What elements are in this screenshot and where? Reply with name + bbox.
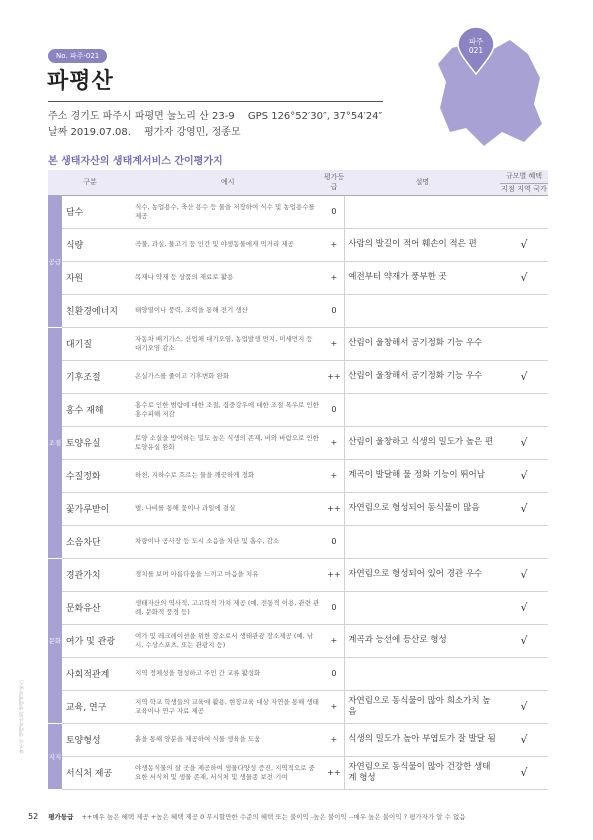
table-row — [48, 723, 548, 756]
table-row — [48, 591, 548, 624]
benefit-site-check — [500, 756, 516, 789]
table-row — [48, 327, 548, 360]
table-row — [48, 558, 548, 591]
table-row — [48, 690, 548, 723]
benefit-region-check: √ — [516, 690, 532, 723]
benefit-region-check — [516, 327, 532, 360]
item-name: 담수 — [62, 195, 132, 228]
item-name: 기후조절 — [62, 360, 132, 393]
benefit-nation-check — [532, 558, 548, 591]
item-name: 교육, 연구 — [62, 690, 132, 723]
col-grade: 평가등급 — [324, 170, 345, 195]
item-grade: 0 — [324, 195, 345, 228]
item-example: 태양열이나 풍력, 조력을 통해 전기 생산 — [132, 294, 323, 327]
item-description — [345, 525, 500, 558]
item-description: 식생의 밀도가 높아 부엽토가 잘 발달 됨 — [345, 723, 500, 756]
benefit-region-check: √ — [516, 228, 532, 261]
pin-label-line: 파주 — [468, 37, 484, 46]
benefit-region-check — [516, 393, 532, 426]
item-example: 온실가스를 줄이고 기후변화 완화 — [132, 360, 323, 393]
item-grade: ++ — [324, 558, 345, 591]
benefit-region-check — [516, 195, 532, 228]
title-divider — [48, 101, 383, 102]
item-name: 토양유실 — [62, 426, 132, 459]
item-description: 예전부터 약재가 풍부한 곳 — [345, 261, 500, 294]
col-description: 설명 — [345, 170, 500, 195]
col-benefit: 규모별 혜택 — [500, 170, 548, 183]
benefit-nation-check — [532, 657, 548, 690]
table-row — [48, 492, 548, 525]
table-row — [48, 624, 548, 657]
benefit-region-check: √ — [516, 756, 532, 789]
benefit-site-check — [500, 525, 516, 558]
category-label: 지지 — [48, 723, 62, 789]
benefit-region-check: √ — [516, 261, 532, 294]
item-name: 홍수 재해 — [62, 393, 132, 426]
item-example: 경치를 보며 아름다움을 느끼고 마음을 치유 — [132, 558, 323, 591]
footer — [28, 812, 466, 821]
item-name: 서식처 제공 — [62, 756, 132, 789]
item-description — [345, 195, 500, 228]
table-row — [48, 525, 548, 558]
page-number: 52 — [28, 812, 39, 821]
item-description — [345, 294, 500, 327]
item-grade: + — [324, 327, 345, 360]
item-example: 토양 소실을 방어하는 밀도 높은 식생의 존재, 비와 바람으로 인한 토양유실 완화 — [132, 426, 323, 459]
page-title: 파평산 — [47, 69, 114, 94]
col-benefit-site: 지점 — [501, 185, 515, 193]
item-example: 흙을 통해 양분을 제공하여 식물 생육을 도움 — [132, 723, 323, 756]
item-example: 자동차 배기가스, 산업체 대기오염, 농업발생 먼지, 미세먼지 등 대기오염 감소 — [132, 327, 323, 360]
item-example: 목재나 약재 등 상품의 재료로 활용 — [132, 261, 323, 294]
item-description: 자연림으로 형성되어 동식물이 많음 — [345, 492, 500, 525]
item-grade: ++ — [324, 756, 345, 789]
item-example: 식수, 농업용수, 축산 용수 등 물을 저장하여 식수 및 농업용수를 제공 — [132, 195, 323, 228]
benefit-nation-check — [532, 426, 548, 459]
col-example: 예시 — [132, 170, 323, 195]
benefit-nation-check — [532, 624, 548, 657]
item-example: 하천, 지하수로 흐르는 물을 깨끗하게 정화 — [132, 459, 323, 492]
item-description — [345, 393, 500, 426]
benefit-region-check — [516, 657, 532, 690]
item-example: 생태자산의 역사적, 고고학적 가치 제공 (예, 전통적 이용, 관련 관례, 문화적 풍경 등) — [132, 591, 323, 624]
table-row — [48, 360, 548, 393]
benefit-nation-check — [532, 459, 548, 492]
benefit-nation-check — [532, 294, 548, 327]
item-grade: ++ — [324, 360, 345, 393]
item-grade: 0 — [324, 591, 345, 624]
col-category: 구분 — [48, 170, 132, 195]
table-row — [48, 261, 548, 294]
address-line — [48, 107, 382, 122]
item-description: 계곡이 발달해 물 정화 기능이 뛰어남 — [345, 459, 500, 492]
item-description: 계곡과 능선에 등산로 형성 — [345, 624, 500, 657]
item-example: 지역 학교 학생들의 교육에 활용, 현장교육 대상 자연을 통해 생태교육이나 연구 자료 제공 — [132, 690, 323, 723]
benefit-nation-check — [532, 492, 548, 525]
item-description — [345, 591, 500, 624]
benefit-region-check: √ — [516, 723, 532, 756]
pin-label — [458, 37, 494, 55]
benefit-region-check: √ — [516, 360, 532, 393]
address-value: 경기도 파주시 파평면 눌노리 산 23-9 — [70, 111, 235, 122]
item-name: 꽃가루받이 — [62, 492, 132, 525]
item-grade: 0 — [324, 657, 345, 690]
item-grade: + — [324, 723, 345, 756]
address-label: 주소 — [48, 111, 68, 122]
benefit-nation-check — [532, 228, 548, 261]
item-description: 자연림으로 동식물이 많아 건강한 생태계 형성 — [345, 756, 500, 789]
benefit-nation-check — [532, 360, 548, 393]
date-label: 날짜 — [48, 127, 68, 138]
benefit-site-check — [500, 327, 516, 360]
id-badge: No. 파주-021 — [48, 49, 107, 63]
benefit-site-check — [500, 492, 516, 525]
item-example: 야생동식물의 살 곳을 제공하여 생물다양성 증진, 지역적으로 중요한 서식처 및 생물 존재, 서식처 및 생물종 보전 기여 — [132, 756, 323, 789]
gps-value: 126°52′30″, 37°54′24″ — [271, 111, 383, 122]
item-name: 수질정화 — [62, 459, 132, 492]
item-description: 산림이 울창하고 식생의 밀도가 높은 편 — [345, 426, 500, 459]
section-title: 본 생태자산의 생태계서비스 간이평가지 — [48, 156, 223, 167]
gps-label: GPS — [247, 111, 269, 122]
item-name: 토양형성 — [62, 723, 132, 756]
item-grade: 0 — [324, 525, 345, 558]
benefit-nation-check — [532, 327, 548, 360]
item-grade: + — [324, 261, 345, 294]
benefit-nation-check — [532, 195, 548, 228]
item-name: 친환경에너지 — [62, 294, 132, 327]
table-row — [48, 195, 548, 228]
table-row — [48, 459, 548, 492]
legend-text: ++매우 높은 혜택 제공 +높은 혜택 제공 0 무시할만한 수준의 혜택 또는 불이익 -높은 불이익 --매우 높은 불이익 ? 평가자가 알 수 없음 — [81, 813, 466, 821]
evaluator-value: 강영민, 정종모 — [176, 127, 241, 138]
item-description: 자연림으로 동식물이 많아 희소가치 높음 — [345, 690, 500, 723]
benefit-nation-check — [532, 756, 548, 789]
benefit-site-check — [500, 690, 516, 723]
benefit-nation-check — [532, 723, 548, 756]
benefit-region-check: √ — [516, 492, 532, 525]
benefit-site-check — [500, 591, 516, 624]
item-name: 여가 및 관광 — [62, 624, 132, 657]
item-description: 자연림으로 형성되어 있어 경관 우수 — [345, 558, 500, 591]
benefit-region-check: √ — [516, 558, 532, 591]
benefit-nation-check — [532, 261, 548, 294]
col-benefit-region: 지역 — [517, 185, 531, 193]
item-grade: + — [324, 426, 345, 459]
item-description — [345, 657, 500, 690]
legend-label: 평가등급 — [48, 813, 74, 821]
item-example: 홍수로 인한 범람에 대한 조절, 집중강우에 대한 조절 폭우로 인한 홍수피해 저감 — [132, 393, 323, 426]
evaluator-label: 평가자 — [144, 127, 174, 138]
benefit-region-check: √ — [516, 426, 532, 459]
category-label: 공급 — [48, 195, 62, 327]
col-benefit-nation: 국가 — [533, 185, 547, 193]
item-grade: 0 — [324, 393, 345, 426]
benefit-site-check — [500, 657, 516, 690]
benefit-site-check — [500, 360, 516, 393]
item-name: 경관가치 — [62, 558, 132, 591]
benefit-site-check — [500, 426, 516, 459]
table-row — [48, 228, 548, 261]
table-row — [48, 426, 548, 459]
benefit-nation-check — [532, 393, 548, 426]
item-name: 대기질 — [62, 327, 132, 360]
evaluation-table — [48, 170, 548, 790]
item-name: 자원 — [62, 261, 132, 294]
item-example: 여가 및 레크레이션을 위한 장소로서 생태관광 장소제공 (예, 낚시, 수상스포츠, 또는 관광지 등) — [132, 624, 323, 657]
benefit-region-check — [516, 294, 532, 327]
item-grade: + — [324, 690, 345, 723]
table-row — [48, 657, 548, 690]
benefit-site-check — [500, 228, 516, 261]
benefit-site-check — [500, 723, 516, 756]
item-grade: + — [324, 228, 345, 261]
benefit-region-check — [516, 525, 532, 558]
benefit-region-check: √ — [516, 591, 532, 624]
item-name: 식량 — [62, 228, 132, 261]
item-name: 사회적관계 — [62, 657, 132, 690]
item-grade: + — [324, 459, 345, 492]
table-row — [48, 393, 548, 426]
benefit-nation-check — [532, 525, 548, 558]
benefit-site-check — [500, 294, 516, 327]
benefit-nation-check — [532, 690, 548, 723]
item-description: 산림이 울창해서 공기정화 기능 우수 — [345, 327, 500, 360]
item-name: 문화유산 — [62, 591, 132, 624]
item-grade: + — [324, 624, 345, 657]
benefit-site-check — [500, 459, 516, 492]
table-row — [48, 756, 548, 789]
date-line — [48, 123, 241, 138]
item-example: 지역 정체성을 형성하고 주민 간 교류 활성화 — [132, 657, 323, 690]
item-description: 사람의 발길이 적어 훼손이 적은 편 — [345, 228, 500, 261]
item-description: 산림이 울창해서 공기정화 기능 우수 — [345, 360, 500, 393]
pin-label-line: 021 — [468, 46, 484, 55]
item-name: 소음차단 — [62, 525, 132, 558]
category-label: 조절 — [48, 327, 62, 558]
benefit-site-check — [500, 195, 516, 228]
item-grade: 0 — [324, 294, 345, 327]
benefit-site-check — [500, 261, 516, 294]
item-example: 곡물, 과실, 물고기 등 인간 및 야생동물에게 먹거리 제공 — [132, 228, 323, 261]
item-example: 차량이나 공사장 등 도시 소음을 차단 및 흡수, 감소 — [132, 525, 323, 558]
benefit-site-check — [500, 558, 516, 591]
item-grade: ++ — [324, 492, 345, 525]
date-value: 2019.07.08. — [70, 127, 131, 138]
side-caption: 파주시 생태자산의 생태계서비스 — [19, 680, 25, 754]
item-example: 벌, 나비를 통해 꽃이나 과일에 결실 — [132, 492, 323, 525]
category-label: 문화 — [48, 558, 62, 723]
benefit-site-check — [500, 393, 516, 426]
benefit-nation-check — [532, 591, 548, 624]
benefit-region-check: √ — [516, 624, 532, 657]
benefit-region-check: √ — [516, 459, 532, 492]
table-row — [48, 294, 548, 327]
benefit-site-check — [500, 624, 516, 657]
